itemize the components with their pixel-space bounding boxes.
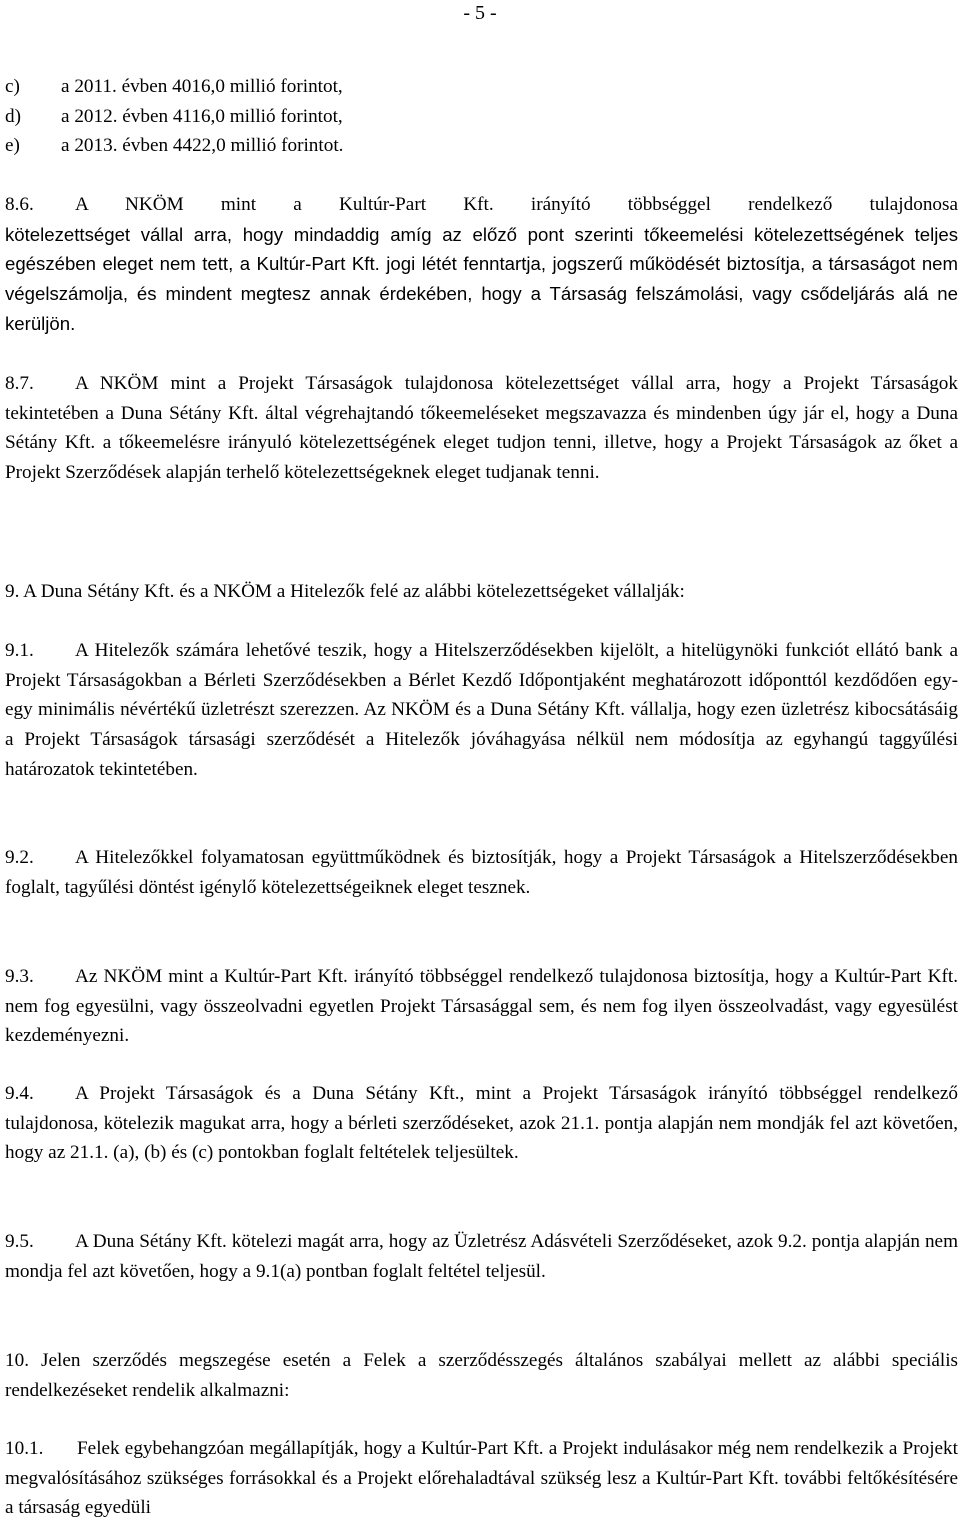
list-text: a 2011. évben 4016,0 millió forintot, [61,76,343,97]
section-number: 9.2. [5,847,34,868]
section-text: A Duna Sétány Kft. kötelezi magát arra, hogy az Üzletrész Adásvételi Szerződéseket, azok 9.2. pontja alapján nem mondja fel azt követően, hogy a 9.1(a) pontban foglalt feltétel teljesül. [5,1231,958,1282]
list-text: a 2012. évben 4116,0 millió forintot, [61,105,343,127]
section-9-3-body [5,962,958,1051]
section-number: 9.3. [5,966,34,987]
section-text: A NKÖM mint a Kultúr-Part Kft. irányító többséggel rendelkező tulajdonosa [75,194,958,215]
page-number: - 5 - [463,2,497,24]
list-item [5,131,958,161]
section-10-1 [5,1434,958,1523]
section-text: Az NKÖM mint a Kultúr-Part Kft. irányító többséggel rendelkező tulajdonosa biztosítja, hogy a Kultúr-Part Kft. nem fog egyesülni, vagy összeolvadni egyetlen Projekt Társasággal sem, és nem fog ilyen összeolvadást, vagy egyesülést kezdeményezni. [5,966,958,1047]
section-9-5-body [5,1227,958,1286]
amount-list [5,72,958,161]
section-9-1-body [5,636,958,785]
section-number: 9.4. [5,1083,34,1104]
section-number: 9.5. [5,1231,34,1252]
section-9-1 [5,636,958,785]
section-9-3 [5,962,958,1051]
section-text: A Projekt Társaságok és a Duna Sétány Kft., mint a Projekt Társaságok irányító többséggel rendelkező tulajdonosa, kötelezik magukat arra, hogy a bérleti szerződéseket, azok 21.1. pontja alapján nem mondják fel azt követően, hogy az 21.1. (a), (b) és (c) pontokban foglalt feltételek teljesültek. [5,1083,958,1164]
section-9-4-body [5,1079,958,1168]
section-number: 8.7. [5,373,34,394]
section-text: A Hitelezők számára lehetővé teszik, hogy a Hitelszerződésekben kijelölt, a hitelügynöki funkciót ellátó bank a Projekt Társaságokban a Bérleti Szerződésekben a Bérlet Kezdő Időpontjaként meghatározott időponttól kezdődően egy-egy minimális névértékű üzletrészt szerezzen. Az NKÖM és a Duna Sétány Kft. vállalja, hogy ezen üzletrész kibocsátásáig a Projekt Társaságok társasági szerződését a Hitelezők jóváhagyása nélkül nem módosítja az egyhangú taggyűlési határozatok tekintetében. [5,640,958,780]
list-label: e) [5,135,20,157]
section-8-6 [5,190,958,339]
section-9-5 [5,1227,958,1286]
section-number: 9.1. [5,640,34,661]
heading-9-text: 9. A Duna Sétány Kft. és a NKÖM a Hitelezők felé az alábbi kötelezettségeket vállalják: [5,581,685,602]
section-text: A NKÖM mint a Projekt Társaságok tulajdonosa kötelezettséget vállal arra, hogy a Projekt Társaságok tekintetében a Duna Sétány Kft. által végrehajtandó tőkeemeléseket megszavazza és mindenben úgy jár el, hogy a Duna Sétány Kft. a tőkeemelésre irányuló kötelezettségének eleget tudjon tenni, illetve, hogy a Projekt Társaságok az őket a Projekt Szerződések alapján terhelő kötelezettségeknek eleget tudjanak tenni. [5,373,958,484]
section-8-6-first-line [5,190,958,220]
section-8-7-body [5,369,958,488]
section-number: 8.6. [5,194,34,215]
section-9-2-body [5,843,958,902]
list-text: a 2013. évben 4422,0 millió forintot. [61,135,344,157]
heading-10 [5,1346,958,1405]
section-number: 10.1. [5,1438,44,1459]
section-9-4 [5,1079,958,1168]
heading-9 [5,577,958,607]
section-8-6-body: kötelezettséget vállal arra, hogy mindaddig amíg az előző pont szerinti tőkeemelési kötelezettségének teljes egészében eleget nem tett, a Kultúr-Part Kft. jogi létét fenntartja, jogszerű működését biztosítja, a társaságot nem végelszámolja, és mindent megtesz annak érdekében, hogy a Társaság felszámolási, vagy csődeljárás alá ne kerüljön. [5,223,958,334]
section-text: A Hitelezőkkel folyamatosan együttműködnek és biztosítják, hogy a Projekt Társaságok a Hitelszerződésekben foglalt, tagyűlési döntést igénylő kötelezettségeiknek eleget tesznek. [5,847,958,898]
section-10-1-body [5,1434,958,1523]
list-label: d) [5,105,21,127]
list-item [5,72,958,102]
section-text: Felek egybehangzóan megállapítják, hogy a Kultúr-Part Kft. a Projekt indulásakor még nem rendelkezik a Projekt megvalósításához szükséges forrásokkal és a Projekt előrehaladtával szükség lesz a Kultúr-Part Kft. további feltőkésítésére a társaság egyedüli [5,1438,958,1519]
section-8-7 [5,369,958,488]
heading-10-text: 10. Jelen szerződés megszegése esetén a Felek a szerződésszegés általános szabályai mellett az alábbi speciális rendelkezéseket rendelik alkalmazni: [5,1350,958,1401]
list-label: c) [5,76,20,97]
list-item [5,102,958,132]
section-9-2 [5,843,958,902]
